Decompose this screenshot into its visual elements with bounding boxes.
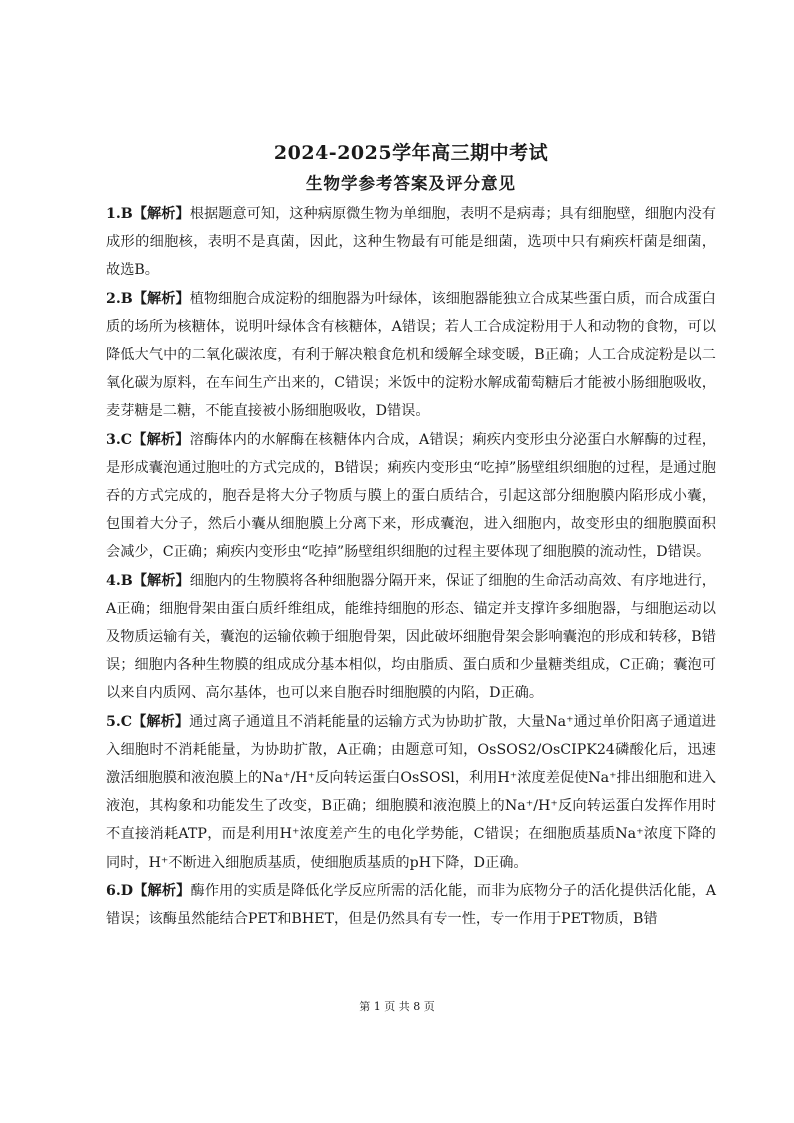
answer-4 xyxy=(106,567,716,708)
answer-5-text: 通过离子通道且不消耗能量的运输方式为协助扩散，大量Na⁺通过单价阳离子通道进入细胞时不消耗能量，为协助扩散，A正确；由题意可知，OsSOS2/OsCIPK24磷酸化后，迅速激活细胞膜和液泡膜上的Na⁺/H⁺反向转运蛋白OsSOSl，利用H⁺浓度差促使Na⁺排出细胞和进入液泡，其构象和功能发生了改变，B正确；细胞膜和液泡膜上的Na⁺/H⁺反向转运蛋白发挥作用时不直接消耗ATP，而是利用H⁺浓度差产生的电化学势能，C错误；在细胞质基质Na⁺浓度下降的同时，H⁺不断进入细胞质基质，使细胞质基质的pH下降，D正确。 xyxy=(106,713,716,871)
answer-2 xyxy=(106,285,716,426)
answer-4-label: 4.B【解析】 xyxy=(106,572,190,589)
answer-1-label: 1.B【解析】 xyxy=(106,206,190,222)
answer-2-label: 2.B【解析】 xyxy=(106,290,190,307)
document-title: 2024-2025学年高三期中考试 xyxy=(273,142,549,164)
answer-2-text: 植物细胞合成淀粉的细胞器为叶绿体，该细胞器能独立合成某些蛋白质，而合成蛋白质的场所为核糖体，说明叶绿体含有核糖体，A错误；若人工合成淀粉用于人和动物的食物，可以降低大气中的二氧化碳浓度，有利于解决粮食危机和缓解全球变暖，B正确；人工合成淀粉是以二氧化碳为原料，在车间生产出来的，C错误；米饭中的淀粉水解成葡萄糖后才能被小肠细胞吸收，麦芽糖是二糖，不能直接被小肠细胞吸收，D错误。 xyxy=(106,290,716,420)
page-number: 第 1 页 共 8 页 xyxy=(359,1000,435,1013)
answer-6-label: 6.D【解析】 xyxy=(106,882,191,899)
answer-6 xyxy=(106,877,716,933)
answer-3 xyxy=(106,426,716,567)
answer-5 xyxy=(106,708,716,877)
document-subtitle: 生物学参考答案及评分意见 xyxy=(306,174,516,193)
answer-6-text: 酶作用的实质是降低化学反应所需的活化能，而非为底物分子的活化提供活化能，A错误；该酶虽然能结合PET和BHET，但是仍然具有专一性，专一作用于PET物质，B错 xyxy=(106,882,716,928)
answer-3-text: 溶酶体内的水解酶在核糖体内合成，A错误；痢疾内变形虫分泌蛋白水解酶的过程，是形成囊泡通过胞吐的方式完成的，B错误；痢疾内变形虫“吃掉”肠壁组织细胞的过程，是通过胞吞的方式完成的，胞吞是将大分子物质与膜上的蛋白质结合，引起这部分细胞膜内陷形成小囊，包围着大分子，然后小囊从细胞膜上分离下来，形成囊泡，进入细胞内，故变形虫的细胞膜面积会减少，C正确；痢疾内变形虫“吃掉”肠壁组织细胞的过程主要体现了细胞膜的流动性，D错误。 xyxy=(106,431,716,561)
answer-4-text: 细胞内的生物膜将各种细胞器分隔开来，保证了细胞的生命活动高效、有序地进行，A正确；细胞骨架由蛋白质纤维组成，能维持细胞的形态、锚定并支撑许多细胞器，与细胞运动以及物质运输有关，囊泡的运输依赖于细胞骨架，因此破坏细胞骨架会影响囊泡的形成和转移，B错误；细胞内各种生物膜的组成成分基本相似，均由脂质、蛋白质和少量糖类组成，C正确；囊泡可以来自内质网、高尔基体，也可以来自胞吞时细胞膜的内陷，D正确。 xyxy=(106,572,716,702)
answer-5-label: 5.C【解析】 xyxy=(106,713,190,730)
answer-3-label: 3.C【解析】 xyxy=(106,431,190,448)
answer-1 xyxy=(106,200,716,285)
answer-1-text: 根据题意可知，这种病原微生物为单细胞，表明不是病毒；具有细胞壁，细胞内没有成形的细胞核，表明不是真菌，因此，这种生物最有可能是细菌，选项中只有痢疾杆菌是细菌，故选B。 xyxy=(106,206,716,279)
